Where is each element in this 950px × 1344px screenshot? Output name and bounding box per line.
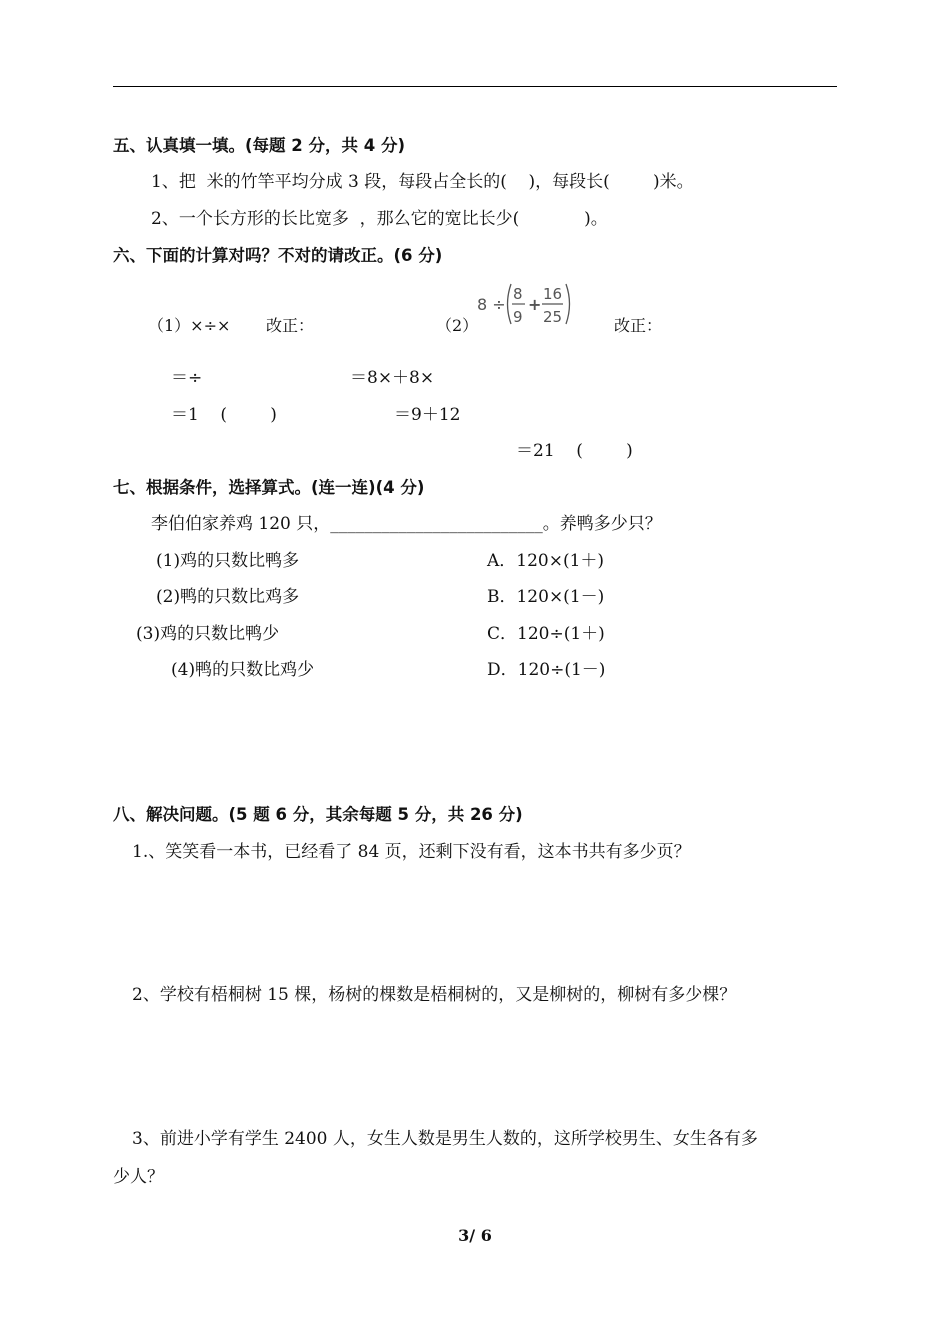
section-7-stem: 李伯伯家养鸡 120 只，_________________________。养鸭多少只？ xyxy=(151,514,662,534)
expr-lead: 8 ÷ xyxy=(477,295,506,314)
problem-2-step-3: ＝21 ( ) xyxy=(516,441,633,461)
condition-1: (1)鸡的只数比鸭多 xyxy=(156,551,300,571)
left-paren xyxy=(508,284,512,324)
section-6-heading: 六、下面的计算对吗？不对的请改正。(6 分) xyxy=(113,246,443,265)
section-8-question-3-line-1: 3、前进小学有学生 2400 人，女生人数是男生人数的，这所学校男生、女生各有多 xyxy=(132,1129,758,1149)
section-8-question-2: 2、学校有梧桐树 15 棵，杨树的棵数是梧桐树的，又是柳树的，柳树有多少棵？ xyxy=(132,985,737,1005)
fraction-2-numerator: 16 xyxy=(543,285,563,303)
problem-2-step-1: ＝8×＋8× xyxy=(350,368,435,388)
section-8-heading: 八、解决问题。(5 题 6 分，其余每题 5 分，共 26 分) xyxy=(113,805,523,824)
condition-4: (4)鸭的只数比鸡少 xyxy=(171,660,315,680)
problem-1-label: （1）×÷× xyxy=(148,316,231,335)
section-8-question-3-line-2: 少人？ xyxy=(113,1167,164,1187)
problem-1-correction-label: 改正： xyxy=(266,316,315,335)
option-a: A．120×(1＋) xyxy=(487,551,605,571)
option-b: B．120×(1－) xyxy=(487,587,605,607)
page-number: 3/ 6 xyxy=(458,1226,492,1245)
fraction-expression xyxy=(473,280,583,328)
problem-1-step-1: ＝÷ xyxy=(171,368,203,388)
section-8-question-1: 1.、笑笑看一本书，已经看了 84 页，还剩下没有看，这本书共有多少页？ xyxy=(132,842,691,862)
condition-3: (3)鸡的只数比鸭少 xyxy=(136,624,280,644)
problem-2-correction-label: 改正： xyxy=(614,316,663,335)
condition-2: (2)鸭的只数比鸡多 xyxy=(156,587,300,607)
plus-sign: + xyxy=(528,295,542,314)
fraction-2-denominator: 25 xyxy=(543,308,563,326)
section-5-heading: 五、认真填一填。(每题 2 分，共 4 分) xyxy=(113,136,406,155)
right-paren xyxy=(566,284,570,324)
problem-1-step-2: ＝1 ( ) xyxy=(171,405,277,425)
section-5-question-1: 1、把 米的竹竿平均分成 3 段，每段占全长的( )，每段长( )米。 xyxy=(151,172,694,192)
option-d: D．120÷(1－) xyxy=(487,660,606,680)
section-7-heading: 七、根据条件，选择算式。(连一连)(4 分) xyxy=(113,478,425,497)
section-5-question-2: 2、一个长方形的长比宽多 ，那么它的宽比长少( )。 xyxy=(151,209,608,229)
fraction-1-denominator: 9 xyxy=(513,308,523,326)
option-c: C．120÷(1＋) xyxy=(487,624,605,644)
fraction-1-numerator: 8 xyxy=(513,285,523,303)
header-rule xyxy=(113,86,837,87)
problem-2-label: （2） xyxy=(436,316,479,335)
problem-2-step-2: ＝9＋12 xyxy=(394,405,461,425)
